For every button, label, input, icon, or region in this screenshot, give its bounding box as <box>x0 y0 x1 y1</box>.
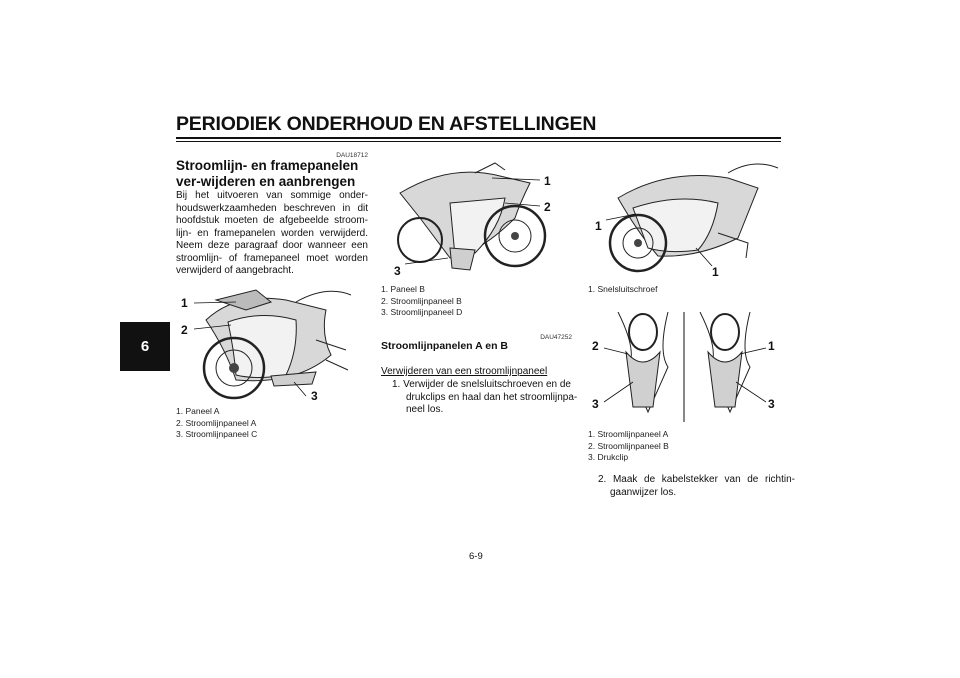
caption-item: 2. Stroomlijnpaneel A <box>176 417 257 428</box>
callout-3: 3 <box>768 397 775 411</box>
procedure-step-2: 2. Maak de kabelstekker van de richtin-gaanwijzer los. <box>598 474 795 498</box>
callout-3: 3 <box>592 397 599 411</box>
callout-2: 2 <box>592 339 599 353</box>
caption-item: 3. Stroomlijnpaneel C <box>176 429 258 439</box>
header-rule <box>176 137 781 139</box>
chapter-tab: 6 <box>120 322 170 371</box>
caption-item: 1. Paneel B <box>381 284 425 294</box>
page-number: 6-9 <box>469 551 483 562</box>
callout-2: 2 <box>181 323 188 337</box>
caption-item: 3. Drukclip <box>588 452 629 462</box>
callout-2: 2 <box>544 200 551 214</box>
procedure-title: Verwijderen van een stroomlijnpaneel <box>381 366 548 377</box>
intro-paragraph: Bij het uitvoeren van sommige onder-houdswerkzaamheden beschreven in dit hoofdstuk moeten de afgebeelde stroom-lijn- en framepanelen worden verwijderd. Neem deze paragraaf door wanneer een stroomlijn- of framepaneel moet worden verwijderd of aangebracht. <box>176 190 368 276</box>
section-code: DAU18712 <box>336 152 368 159</box>
caption-item: 1. Paneel A <box>176 406 220 416</box>
callout-3: 3 <box>394 264 401 278</box>
callout-1: 1 <box>595 219 602 233</box>
caption-item: 3. Stroomlijnpaneel D <box>381 307 463 317</box>
caption-item: 1. Stroomlijnpaneel A <box>588 429 669 439</box>
callout-1: 1 <box>712 265 719 279</box>
figure-panels-middle <box>380 158 570 280</box>
section-heading: Stroomlijn- en framepanelen ver-wijderen en aanbrengen <box>176 158 359 189</box>
caption-item: 2. Stroomlijnpaneel B <box>588 440 669 451</box>
figure-captions-left <box>176 406 257 441</box>
figure-captions-middle <box>381 284 462 319</box>
callout-1: 1 <box>181 296 188 310</box>
caption-item: 1. Snelsluitschroef <box>588 284 658 294</box>
figure-caption-top-right <box>588 284 657 296</box>
figure-panels-left <box>176 280 368 402</box>
page-header-title: PERIODIEK ONDERHOUD EN AFSTELLINGEN <box>176 113 597 135</box>
header-rule-thin <box>176 141 781 142</box>
figure-screw-locations <box>588 158 780 280</box>
procedure-step-1: 1. Verwijder de snelsluitschroeven en de drukclips en haal dan het stroomlijnpa-neel los. <box>392 379 578 415</box>
section-code: DAU47252 <box>540 334 572 341</box>
figure-panel-clips <box>588 312 780 422</box>
callout-3: 3 <box>311 389 318 402</box>
figure-captions-bottom-right <box>588 429 669 464</box>
subsection-heading: Stroomlijnpanelen A en B <box>381 340 508 352</box>
caption-item: 2. Stroomlijnpaneel B <box>381 295 462 306</box>
callout-1: 1 <box>544 174 551 188</box>
callout-1: 1 <box>768 339 775 353</box>
